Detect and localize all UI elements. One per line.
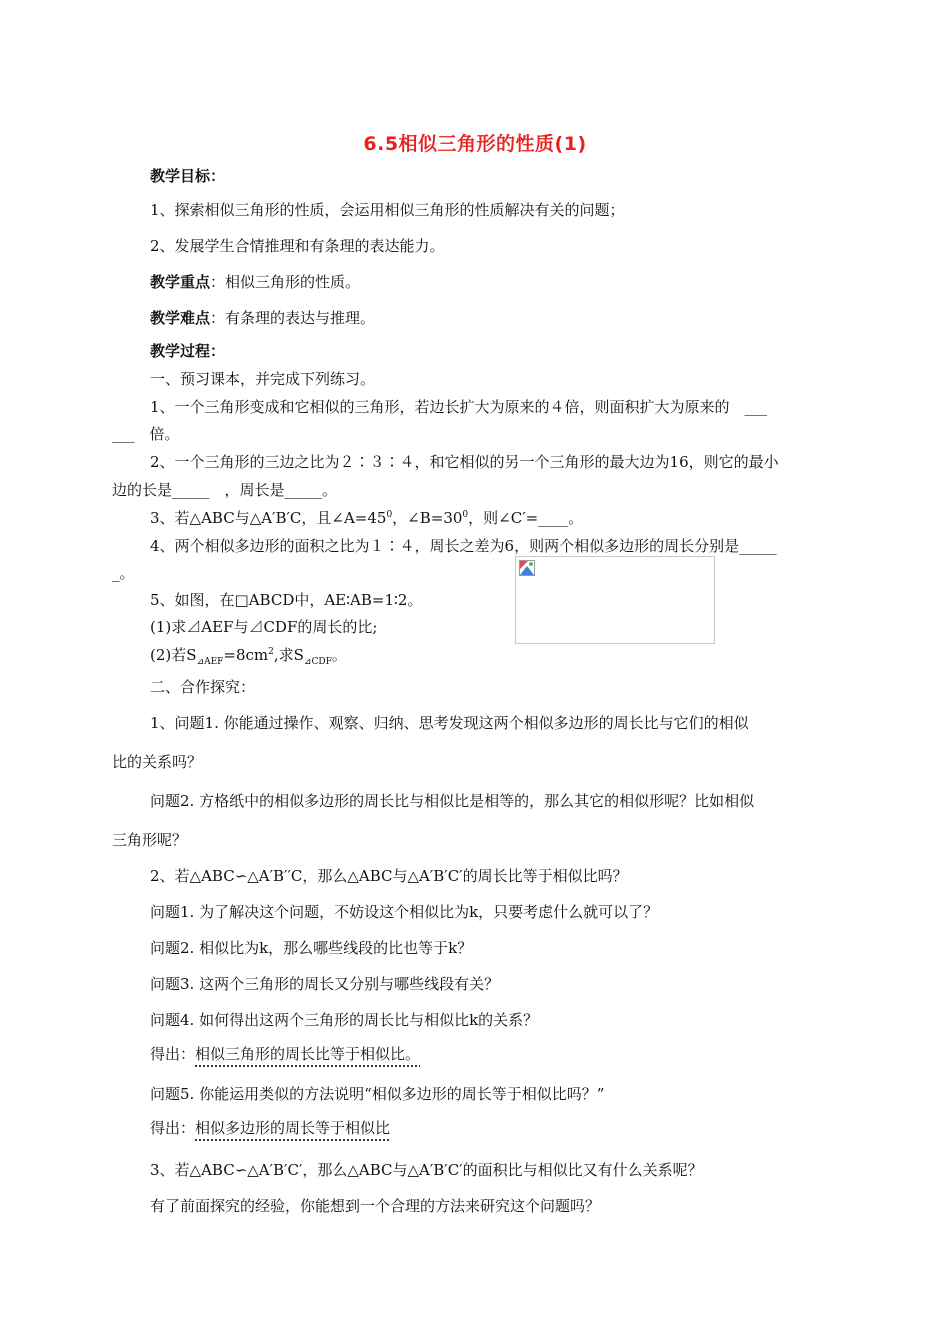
preview-q5-a: (1)求⊿AEF与⊿CDF的周长的比; (150, 618, 378, 636)
explore-p1-line1: 1、问题1. 你能通过操作、观察、归纳、思考发现这两个相似多边形的周长比与它们的相似 (150, 714, 749, 732)
q3-part3: ，则∠C′=____。 (468, 509, 584, 527)
explore-s3-next: 有了前面探究的经验，你能想到一个合理的方法来研究这个问题吗？ (150, 1197, 601, 1215)
process-heading: 教学过程： (150, 342, 226, 360)
explore-s2-q3: 问题3. 这两个三角形的周长又分别与哪些线段有关？ (150, 975, 500, 993)
explore-s2-q1: 问题1. 为了解决这个问题，不妨设这个相似比为k，只要考虑什么就可以了？ (150, 903, 659, 921)
q3-degree-1: 0 (386, 510, 393, 520)
explore-s3: 3、若△ABC∽△A′B′C′，那么△ABC与△A′B′C′的面积比与相似比又有什么关系呢？ (150, 1161, 703, 1179)
objective-2: 2、发展学生合情推理和有条理的表达能力。 (150, 237, 445, 255)
key-point-label: 教学重点 (150, 273, 211, 291)
preview-q4-line2: _。 (112, 564, 135, 582)
q5b-part3: ,求S (273, 646, 304, 664)
objectives-heading: 教学目标： (150, 167, 226, 185)
q3-part2: ，∠B=30 (392, 509, 463, 527)
preview-q2-line1: 2、一个三角形的三边之比为２∶３∶４，和它相似的另一个三角形的最大边为16，则它的最小 (150, 453, 779, 471)
explore-s2: 2、若△ABC∽△A′B′′C，那么△ABC与△A′B′C′的周长比等于相似比吗？ (150, 867, 628, 885)
conclusion-1-label: 得出： (150, 1045, 196, 1063)
objective-1: 1、探索相似三角形的性质，会运用相似三角形的性质解决有关的问题； (150, 201, 625, 219)
q5b-sub-cdf: ⊿CDF (303, 657, 332, 667)
preview-q3 (150, 508, 583, 528)
conclusion-2-text: 相似多边形的周长等于相似比 (195, 1119, 391, 1137)
explore-heading: 二、合作探究： (150, 678, 256, 696)
conclusion-1-text: 相似三角形的周长比等于相似比。 (195, 1045, 421, 1063)
preview-q4-line1: 4、两个相似多边形的面积之比为１∶４，周长之差为6，则两个相似多边形的周长分别是_____ (150, 537, 777, 555)
q5b-part4: 。 (331, 646, 347, 664)
figure-placeholder (515, 556, 715, 644)
preview-q5: 5、如图，在□ABCD中，AE∶AB=1∶2。 (150, 591, 423, 609)
explore-p2-line1: 问题2. 方格纸中的相似多边形的周长比与相似比是相等的，那么其它的相似形呢？比如相似 (150, 792, 755, 810)
explore-p2-line2: 三角形呢？ (112, 831, 188, 849)
preview-q5-b (150, 645, 347, 665)
conclusion-2 (150, 1118, 390, 1138)
q3-degree-2: 0 (462, 510, 469, 520)
explore-p1-line2: 比的关系吗？ (112, 753, 203, 771)
difficulty-label: 教学难点 (150, 309, 211, 327)
q5b-part1: (2)若S (150, 646, 197, 664)
key-point-text: ：相似三角形的性质。 (210, 273, 361, 291)
q5b-sub-aef: ⊿AEF (196, 657, 224, 667)
preview-q1-line1: 1、一个三角形变成和它相似的三角形，若边长扩大为原来的４倍，则面积扩大为原来的 ___ (150, 398, 768, 416)
explore-s2-q2: 问题2. 相似比为k，那么哪些线段的比也等于k？ (150, 939, 473, 957)
conclusion-2-label: 得出： (150, 1119, 196, 1137)
q3-part1: 3、若△ABC与△A′B′C，且∠A=45 (150, 509, 387, 527)
difficulty-text: ：有条理的表达与推理。 (210, 309, 376, 327)
explore-s2-q4: 问题4. 如何得出这两个三角形的周长比与相似比k的关系？ (150, 1011, 539, 1029)
preview-q1-line2: ___ 倍。 (112, 425, 180, 443)
key-point (150, 272, 360, 292)
explore-s2-q5: 问题5. 你能运用类似的方法说明“相似多边形的周长等于相似比吗？” (150, 1085, 605, 1103)
q5b-squared: 2 (268, 647, 274, 657)
difficulty (150, 308, 375, 328)
preview-q2-line2: 边的长是_____ ，周长是_____。 (112, 481, 338, 499)
preview-heading: 一、预习课本，并完成下列练习。 (150, 370, 376, 388)
broken-image-icon (519, 560, 535, 576)
conclusion-1 (150, 1044, 420, 1064)
q5b-part2: =8cm (223, 646, 269, 664)
page-title: 6.5相似三角形的性质(1) (363, 133, 587, 155)
